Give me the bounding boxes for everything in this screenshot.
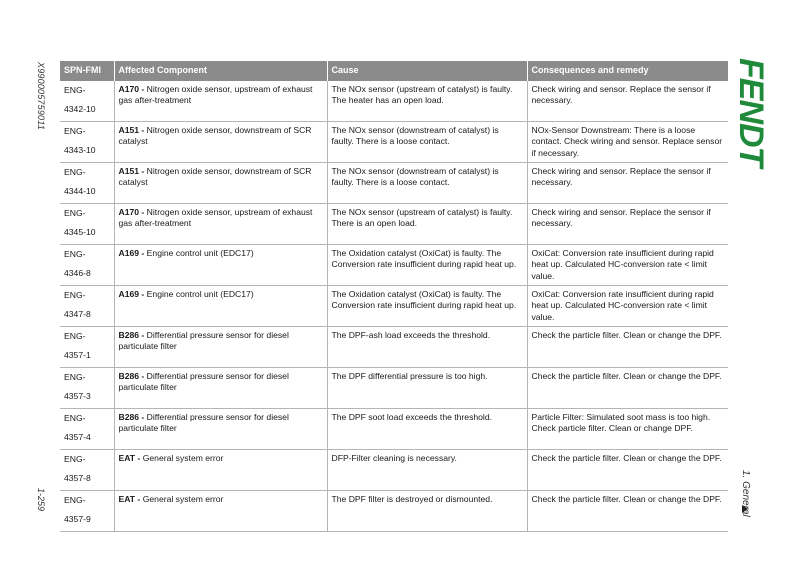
component-cell [114, 204, 327, 245]
spn-fmi-cell [60, 245, 114, 286]
cause-cell: The DPF soot load exceeds the threshold. [327, 409, 527, 450]
spn-fmi-cell [60, 409, 114, 450]
cause-cell: The Oxidation catalyst (OxiCat) is faulty. The Conversion rate insufficient during rapid heat up. [327, 245, 527, 286]
cause-cell: The NOx sensor (downstream of catalyst) is faulty. There is a loose contact. [327, 163, 527, 204]
table-row [60, 286, 728, 327]
next-page-arrow-icon[interactable] [742, 505, 748, 513]
component-description: Differential pressure sensor for diesel particulate filter [118, 412, 289, 434]
component-cell [114, 491, 327, 532]
spn-prefix: ENG- [64, 167, 86, 177]
component-description: Nitrogen oxide sensor, downstream of SCR catalyst [118, 125, 312, 147]
spn-prefix: ENG- [64, 85, 86, 95]
spn-fmi-cell [60, 286, 114, 327]
header-spn-fmi: SPN-FMI [60, 61, 114, 81]
spn-code: 4342-10 [64, 104, 96, 114]
spn-code: 4346-8 [64, 268, 91, 278]
spn-fmi-cell [60, 368, 114, 409]
spn-fmi-cell [60, 163, 114, 204]
table-body [60, 81, 728, 532]
spn-fmi-cell [60, 450, 114, 491]
spn-code: 4357-4 [64, 432, 91, 442]
spn-fmi-table [60, 61, 728, 532]
component-cell [114, 163, 327, 204]
spn-fmi-cell [60, 327, 114, 368]
cause-cell: The DPF differential pressure is too high. [327, 368, 527, 409]
component-cell [114, 450, 327, 491]
spn-prefix: ENG- [64, 249, 86, 259]
table-row [60, 122, 728, 163]
table-row [60, 81, 728, 122]
component-cell [114, 368, 327, 409]
fendt-logo: FENDT [732, 58, 770, 167]
component-code: A169 - [118, 248, 145, 258]
component-code: EAT - [118, 494, 141, 504]
spn-code: 4343-10 [64, 145, 96, 155]
component-description: Differential pressure sensor for diesel particulate filter [118, 330, 289, 352]
cause-cell: The NOx sensor (downstream of catalyst) is faulty. There is a loose contact. [327, 122, 527, 163]
spn-prefix: ENG- [64, 495, 86, 505]
spn-code: 4357-8 [64, 473, 91, 483]
component-description: Differential pressure sensor for diesel particulate filter [118, 371, 289, 393]
table-row [60, 245, 728, 286]
spn-code: 4347-8 [64, 309, 91, 319]
component-code: A151 - [118, 166, 145, 176]
component-description: Nitrogen oxide sensor, downstream of SCR catalyst [118, 166, 312, 188]
component-code: A170 - [118, 84, 145, 94]
component-description: Engine control unit (EDC17) [144, 248, 254, 258]
spn-fmi-cell [60, 122, 114, 163]
spn-fmi-cell [60, 204, 114, 245]
spn-prefix: ENG- [64, 454, 86, 464]
component-cell [114, 122, 327, 163]
component-code: A169 - [118, 289, 145, 299]
cause-cell: The Oxidation catalyst (OxiCat) is faulty. The Conversion rate insufficient during rapid heat up. [327, 286, 527, 327]
remedy-cell: Particle Filter: Simulated soot mass is too high. Check particle filter. Clean or change DPF. [527, 409, 728, 450]
table-row [60, 327, 728, 368]
component-code: EAT - [118, 453, 141, 463]
component-description: Engine control unit (EDC17) [144, 289, 254, 299]
table-row [60, 368, 728, 409]
component-description: General system error [140, 453, 224, 463]
remedy-cell: Check the particle filter. Clean or change the DPF. [527, 327, 728, 368]
component-code: A151 - [118, 125, 145, 135]
spn-fmi-cell [60, 491, 114, 532]
table-row [60, 163, 728, 204]
spn-prefix: ENG- [64, 126, 86, 136]
spn-code: 4345-10 [64, 227, 96, 237]
component-description: Nitrogen oxide sensor, upstream of exhaust gas after-treatment [118, 84, 313, 106]
page-number: 1-259 [36, 488, 46, 512]
component-code: A170 - [118, 207, 145, 217]
remedy-cell: Check the particle filter. Clean or change the DPF. [527, 491, 728, 532]
header-cause: Cause [327, 61, 527, 81]
component-cell [114, 327, 327, 368]
cause-cell: The NOx sensor (upstream of catalyst) is faulty. The heater has an open load. [327, 81, 527, 122]
spn-prefix: ENG- [64, 208, 86, 218]
remedy-cell: Check wiring and sensor. Replace the sensor if necessary. [527, 163, 728, 204]
spn-prefix: ENG- [64, 290, 86, 300]
component-code: B286 - [118, 412, 145, 422]
spn-fmi-cell [60, 81, 114, 122]
remedy-cell: Check the particle filter. Clean or change the DPF. [527, 368, 728, 409]
remedy-cell: NOx-Sensor Downstream: There is a loose contact. Check wiring and sensor. Replace sensor if necessary. [527, 122, 728, 163]
document-number: X990005759011 [36, 62, 46, 130]
cause-cell: The DPF filter is destroyed or dismounted. [327, 491, 527, 532]
chapter-label: 1. General [740, 470, 751, 517]
table-header-row [60, 61, 728, 81]
component-code: B286 - [118, 330, 145, 340]
header-affected-component: Affected Component [114, 61, 327, 81]
component-cell [114, 245, 327, 286]
table-row [60, 409, 728, 450]
table-row [60, 450, 728, 491]
component-description: Nitrogen oxide sensor, upstream of exhaust gas after-treatment [118, 207, 313, 229]
component-cell [114, 409, 327, 450]
remedy-cell: Check wiring and sensor. Replace the sensor if necessary. [527, 81, 728, 122]
remedy-cell: Check wiring and sensor. Replace the sensor if necessary. [527, 204, 728, 245]
table-row [60, 204, 728, 245]
component-cell [114, 286, 327, 327]
component-code: B286 - [118, 371, 145, 381]
header-consequences: Consequences and remedy [527, 61, 728, 81]
spn-code: 4357-1 [64, 350, 91, 360]
remedy-cell: Check the particle filter. Clean or change the DPF. [527, 450, 728, 491]
spn-prefix: ENG- [64, 372, 86, 382]
cause-cell: The DPF-ash load exceeds the threshold. [327, 327, 527, 368]
cause-cell: The NOx sensor (upstream of catalyst) is faulty. There is an open load. [327, 204, 527, 245]
table-row [60, 491, 728, 532]
spn-code: 4357-3 [64, 391, 91, 401]
component-description: General system error [140, 494, 224, 504]
spn-prefix: ENG- [64, 413, 86, 423]
spn-prefix: ENG- [64, 331, 86, 341]
remedy-cell: OxiCat: Conversion rate insufficient during rapid heat up. Calculated HC-conversion rate < limit value. [527, 245, 728, 286]
cause-cell: DFP-Filter cleaning is necessary. [327, 450, 527, 491]
spn-code: 4344-10 [64, 186, 96, 196]
remedy-cell: OxiCat: Conversion rate insufficient during rapid heat up. Calculated HC-conversion rate < limit value. [527, 286, 728, 327]
component-cell [114, 81, 327, 122]
spn-code: 4357-9 [64, 514, 91, 524]
